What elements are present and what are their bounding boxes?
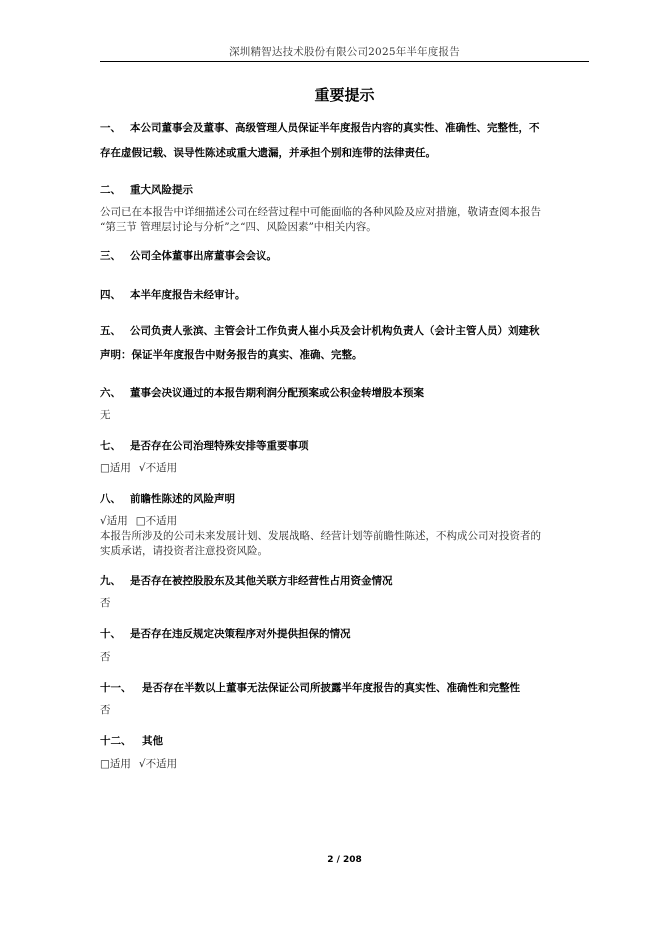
section-text-line-1: 本公司董事会及董事、高级管理人员保证半年度报告内容的真实性、准确性、完整性，不: [130, 122, 540, 134]
page-number: 2 / 208: [327, 855, 362, 865]
option-not-applicable: □不适用: [135, 515, 178, 527]
header-divider: [100, 61, 589, 62]
section-number: 三、: [100, 250, 121, 262]
section-heading-text: 其他: [142, 735, 163, 747]
option-not-applicable: √不适用: [138, 758, 178, 770]
option-not-applicable: √不适用: [138, 462, 178, 474]
section-3-heading: [100, 244, 589, 269]
section-number: 二、: [100, 184, 121, 196]
section-7-options: [100, 460, 589, 476]
document-title: 重要提示: [314, 86, 375, 104]
section-heading-text: 重大风险提示: [130, 184, 193, 196]
section-number: 六、: [100, 387, 121, 399]
section-11-body: 否: [100, 704, 111, 716]
section-5-line-2: 声明：保证半年度报告中财务报告的真实、准确、完整。: [100, 349, 363, 361]
section-number: 四、: [100, 289, 121, 301]
section-number: 一、: [100, 122, 121, 134]
section-number: 十、: [100, 628, 121, 640]
section-2-body-line-2: “第三节 管理层讨论与分析”之“四、风险因素”中相关内容。: [100, 221, 377, 233]
section-12-heading: [100, 729, 589, 754]
section-8-options: [100, 513, 589, 529]
section-number: 五、: [100, 325, 121, 337]
option-applicable: □适用: [100, 462, 131, 474]
section-number: 八、: [100, 493, 121, 505]
section-heading-text: 前瞻性陈述的风险声明: [130, 493, 235, 505]
section-heading-text: 是否存在半数以上董事无法保证公司所披露半年度报告的真实性、准确性和完整性: [142, 682, 520, 694]
section-2-body-line-1: 公司已在本报告中详细描述公司在经营过程中可能面临的各种风险及应对措施，敬请查阅本报告: [100, 206, 541, 218]
section-10-heading: [100, 622, 589, 647]
section-8-heading: [100, 487, 589, 512]
section-2-heading: [100, 178, 589, 203]
section-6-heading: [100, 381, 589, 406]
section-9-heading: [100, 569, 589, 594]
section-8-body-line-1: 本报告所涉及的公司未来发展计划、发展战略、经营计划等前瞻性陈述，不构成公司对投资者的: [100, 530, 541, 542]
option-applicable: □适用: [100, 758, 131, 770]
section-8-body-line-2: 实质承诺，请投资者注意投资风险。: [100, 545, 268, 557]
section-1: [100, 116, 589, 141]
section-1-line-2: 存在虚假记载、误导性陈述或重大遗漏，并承担个别和连带的法律责任。: [100, 147, 436, 159]
section-text-line-1: 公司负责人张滨、主管会计工作负责人崔小兵及会计机构负责人（会计主管人员）刘建秋: [130, 325, 540, 337]
section-7-heading: [100, 434, 589, 459]
section-heading-text: 本半年度报告未经审计。: [130, 289, 246, 301]
section-heading-text: 是否存在公司治理特殊安排等重要事项: [130, 440, 309, 452]
section-number: 十二、: [100, 735, 132, 747]
section-heading-text: 是否存在违反规定决策程序对外提供担保的情况: [130, 628, 351, 640]
section-9-body: 否: [100, 597, 111, 609]
option-applicable: √适用: [100, 515, 128, 527]
section-5: [100, 319, 589, 344]
section-6-body: 无: [100, 409, 111, 421]
section-number: 七、: [100, 440, 121, 452]
section-12-options: [100, 756, 589, 772]
section-heading-text: 公司全体董事出席董事会会议。: [130, 250, 277, 262]
section-4-heading: [100, 283, 589, 308]
page-header: 深圳精智达技术股份有限公司2025年半年度报告: [229, 46, 460, 58]
section-10-body: 否: [100, 651, 111, 663]
section-11-heading: [100, 676, 589, 701]
section-heading-text: 董事会决议通过的本报告期利润分配预案或公积金转增股本预案: [130, 387, 424, 399]
section-number: 十一、: [100, 682, 132, 694]
section-number: 九、: [100, 575, 121, 587]
section-heading-text: 是否存在被控股股东及其他关联方非经营性占用资金情况: [130, 575, 393, 587]
